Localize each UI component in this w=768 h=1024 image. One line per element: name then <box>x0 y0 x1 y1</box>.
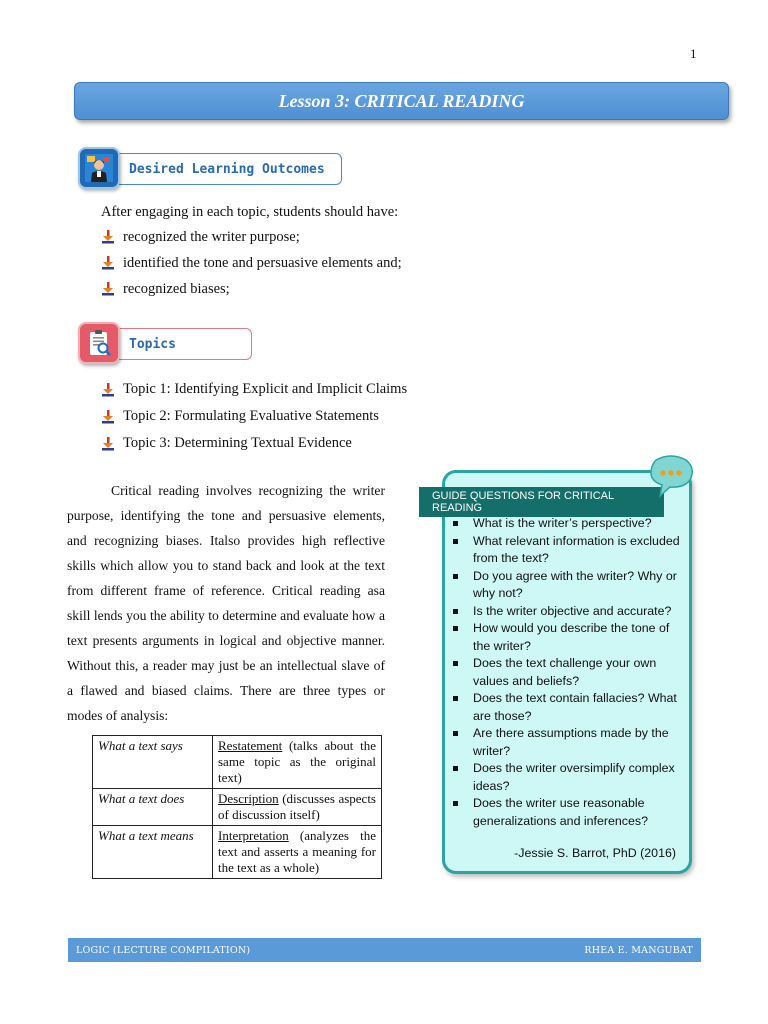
list-item: Topic 2: Formulating Evaluative Statements <box>101 403 407 430</box>
arrow-bullet-icon <box>101 230 115 244</box>
mode-answer-cell <box>213 789 382 826</box>
list-item: Does the text challenge your own values and beliefs? <box>450 655 682 690</box>
page-number: 1 <box>690 46 697 61</box>
list-item: What is the writer’s perspective? <box>450 515 682 533</box>
lesson-title: Lesson 3: CRITICAL READING <box>278 90 525 111</box>
arrow-bullet-icon <box>101 410 115 424</box>
mode-answer-cell <box>213 736 382 789</box>
list-item: What relevant information is excluded from the text? <box>450 533 682 568</box>
guide-questions-header: GUIDE QUESTIONS FOR CRITICAL READING <box>419 487 664 517</box>
table-row <box>93 736 382 789</box>
footer-author: RHEA E. MANGUBAT <box>584 944 693 956</box>
list-item: Topic 1: Identifying Explicit and Implicit Claims <box>101 376 407 403</box>
list-item: Topic 3: Determining Textual Evidence <box>101 430 407 457</box>
mode-term: Interpretation <box>218 828 289 843</box>
mode-term: Description <box>218 791 279 806</box>
paragraph-text: Critical reading involves recognizing the writer purpose, identifying the tone and persuasive elements, and recognizing biases. Italso provides high reflective skills which allow you to stand back and look at the text from different frame of reference. Critical reading asa skill lends you the ability to determine and evaluate how a text presents arguments in logical and objective manner. Without this, a reader may just be an intellectual slave of a flawed and biased claims. There are three types or modes of analysis: <box>67 483 385 723</box>
mode-question-cell: What a text does <box>93 789 213 826</box>
mode-description: (analyzes the text and asserts a meaning for the text as a whole) <box>218 828 376 875</box>
topics-list <box>101 376 407 457</box>
outcomes-intro: After engaging in each topic, students should have: <box>101 204 399 220</box>
list-item: Does the writer oversimplify complex ideas? <box>450 760 682 795</box>
list-item: Is the writer objective and accurate? <box>450 603 682 621</box>
topics-label-text: Topics <box>129 336 176 352</box>
arrow-bullet-icon <box>101 437 115 451</box>
guide-credit: -Jessie S. Barrot, PhD (2016) <box>514 846 676 860</box>
mode-description: (discusses aspects of discussion itself) <box>218 791 376 822</box>
list-item: Are there assumptions made by the writer? <box>450 725 682 760</box>
list-item: recognized the writer purpose; <box>101 224 402 250</box>
page-footer <box>68 938 701 962</box>
clipboard-magnifier-icon <box>78 322 120 364</box>
mode-question-cell: What a text means <box>93 826 213 879</box>
list-item: Does the text contain fallacies? What are those? <box>450 690 682 725</box>
critical-reading-paragraph <box>67 478 385 728</box>
outcomes-list <box>101 224 402 302</box>
table-row <box>93 826 382 879</box>
arrow-bullet-icon <box>101 256 115 270</box>
chat-bubble-icon <box>646 454 696 500</box>
student-figure-icon <box>78 147 120 189</box>
outcomes-label-text: Desired Learning Outcomes <box>129 161 325 177</box>
footer-course: LOGIC (LECTURE COMPILATION) <box>76 944 251 956</box>
mode-description: (talks about the same topic as the original text) <box>218 738 376 785</box>
modes-of-analysis-table <box>92 735 382 879</box>
list-item: Does the writer use reasonable generalizations and inferences? <box>450 795 682 830</box>
table-row <box>93 789 382 826</box>
arrow-bullet-icon <box>101 383 115 397</box>
guide-questions-list <box>450 515 682 830</box>
list-item: identified the tone and persuasive elements and; <box>101 250 402 276</box>
lesson-title-bar <box>74 82 729 120</box>
mode-question-cell: What a text says <box>93 736 213 789</box>
arrow-bullet-icon <box>101 282 115 296</box>
mode-answer-cell <box>213 826 382 879</box>
mode-term: Restatement <box>218 738 283 753</box>
list-item: recognized biases; <box>101 276 402 302</box>
list-item: How would you describe the tone of the writer? <box>450 620 682 655</box>
list-item: Do you agree with the writer? Why or why not? <box>450 568 682 603</box>
